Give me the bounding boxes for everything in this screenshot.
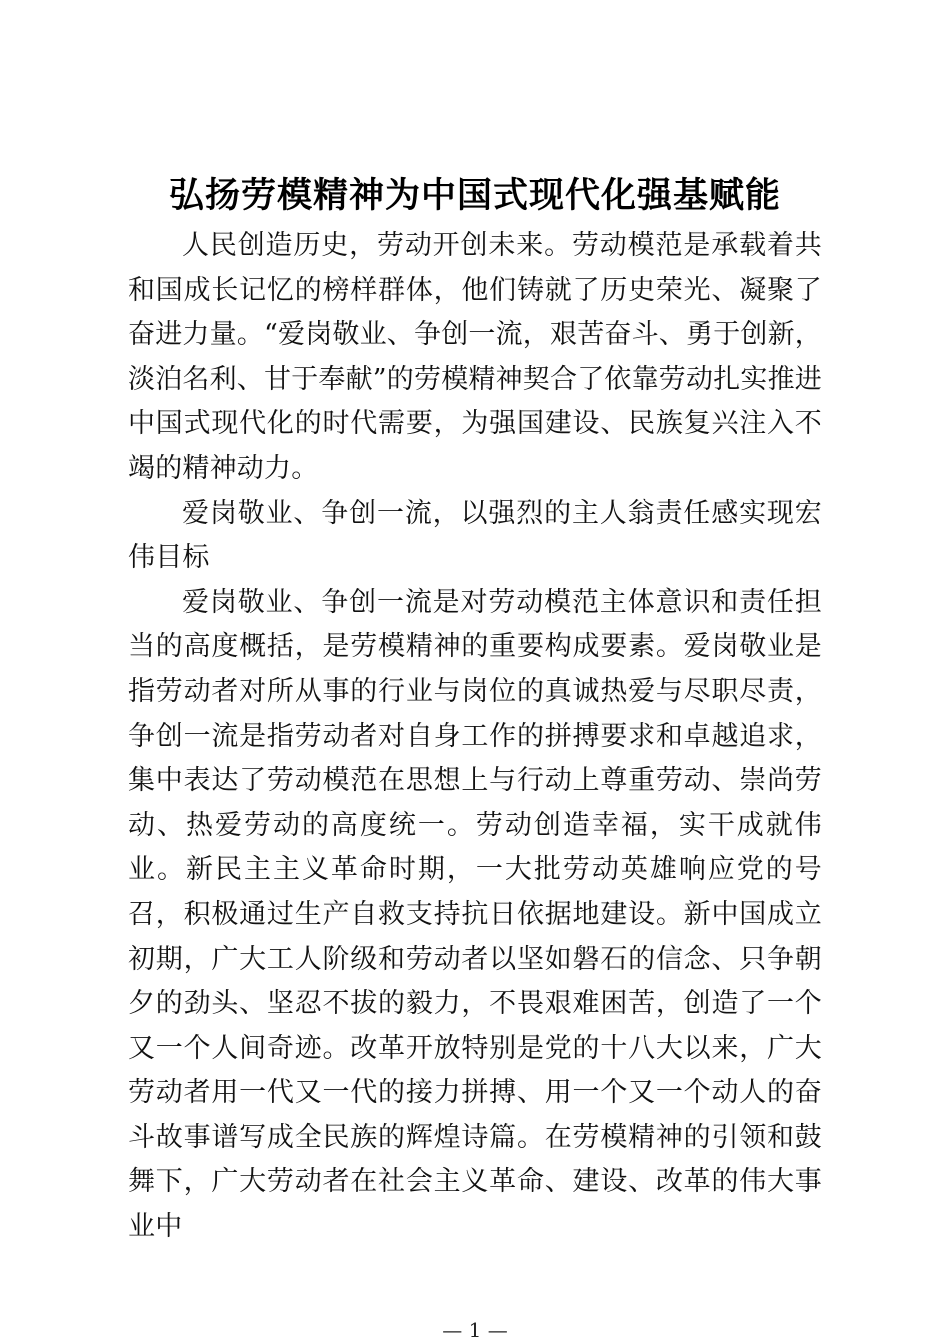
page-number: — 1 — [442, 1318, 508, 1342]
paragraph-intro: 人民创造历史，劳动开创未来。劳动模范是承载着共和国成长记忆的榜样群体，他们铸就了历史荣光、凝聚了奋进力量。“爱岗敬业、争创一流，艰苦奋斗、勇于创新，淡泊名利、甘于奉献”的劳模精神契合了依靠劳动扎实推进中国式现代化的时代需要，为强国建设、民族复兴注入不竭的精神动力。 [128, 230, 823, 484]
paragraph-body: 爱岗敬业、争创一流是对劳动模范主体意识和责任担当的高度概括，是劳模精神的重要构成要素。爱岗敬业是指劳动者对所从事的行业与岗位的真诚热爱与尽职尽责，争创一流是指劳动者对自身工作的拼搏要求和卓越追求，集中表达了劳动模范在思想上与行动上尊重劳动、崇尚劳动、热爱劳动的高度统一。劳动创造幸福，实干成就伟业。新民主主义革命时期，一大批劳动英雄响应党的号召，积极通过生产自救支持抗日依据地建设。新中国成立初期，广大工人阶级和劳动者以坚如磐石的信念、只争朝夕的劲头、坚忍不拔的毅力，不畏艰难困苦，创造了一个又一个人间奇迹。改革开放特别是党的十八大以来，广大劳动者用一代又一代的接力拼搏、用一个又一个动人的奋斗故事谱写成全民族的辉煌诗篇。在劳模精神的引领和鼓舞下，广大劳动者在社会主义革命、建设、改革的伟大事业中 [128, 586, 822, 1243]
section-heading: 爱岗敬业、争创一流，以强烈的主人翁责任感实现宏伟目标 [128, 497, 822, 574]
document-title: 弘扬劳模精神为中国式现代化强基赋能 [168, 175, 781, 216]
document-body [128, 224, 822, 1250]
